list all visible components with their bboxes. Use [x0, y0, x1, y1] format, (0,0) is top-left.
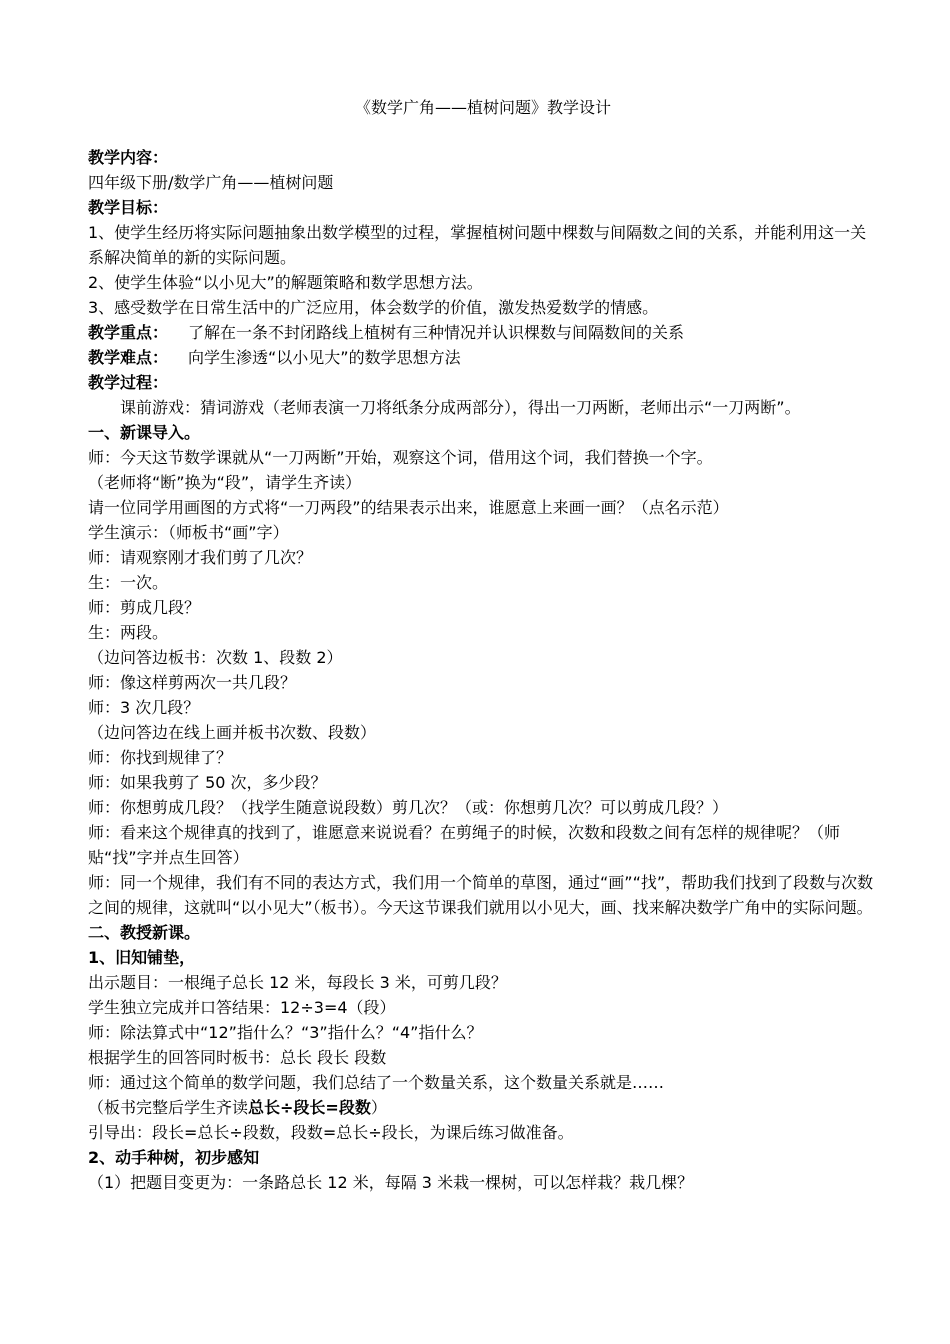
board-writing-line: [88, 1045, 878, 1070]
paragraph-line: 师：你想剪成几段？（找学生随意说段数）剪几次？（或：你想剪几次？可以剪成几段？）: [88, 798, 729, 817]
read-formula-suffix: ）: [370, 1098, 387, 1117]
derive-line: 引导出：段长=总长÷段数，段数=总长÷段长，为课后练习做准备。: [88, 1123, 574, 1142]
paragraph-line: 学生独立完成并口答结果：12÷3=4（段）: [88, 998, 396, 1017]
subsection-2-heading: 2、动手种树，初步感知: [88, 1148, 260, 1167]
teaching-key-text: 了解在一条不封闭路线上植树有三种情况并认识棵数与间隔数间的关系: [188, 323, 685, 342]
summary-paragraph: 师：同一个规律，我们有不同的表达方式，我们用一个简单的草图，通过“画”“找”，帮助我们找到了段数与次数之间的规律，这就叫“以小见大”（板书）。今天这节课我们就用以小见大，画、找来解决数学广角中的实际问题。: [88, 873, 874, 917]
teaching-difficulty-label: 教学难点：: [88, 348, 169, 367]
teaching-key-label: 教学重点：: [88, 323, 169, 342]
rule-paragraph: 师：看来这个规律真的找到了，谁愿意来说说看？在剪绳子的时候，次数和段数之间有怎样的规律呢？（师贴“找”字并点生回答）: [88, 823, 841, 867]
teaching-goals-label: 教学目标：: [88, 198, 169, 217]
relation-line: 师：通过这个简单的数学问题，我们总结了一个数量关系，这个数量关系就是……: [88, 1073, 665, 1092]
paragraph-line: （边问答边在线上画并板书次数、段数）: [88, 723, 377, 742]
paragraph-line: 师：请观察刚才我们剪了几次？: [88, 548, 313, 567]
paragraph-line: 师：除法算式中“12”指什么？“3”指什么？“4”指什么？: [88, 1023, 483, 1042]
paragraph-line: 师：你找到规律了？: [88, 748, 233, 767]
teaching-difficulty: [88, 345, 878, 370]
document-title: 《数学广角——植树问题》教学设计: [354, 98, 611, 117]
read-formula-prefix: （板书完整后学生齐读: [88, 1098, 249, 1117]
document-page: [88, 96, 878, 1195]
read-formula: 总长÷段长=段数: [248, 1098, 371, 1117]
paragraph-line: 学生演示：（师板书“画”字）: [88, 523, 289, 542]
teaching-process-label: 教学过程：: [88, 373, 169, 392]
paragraph-line: 出示题目：一根绳子总长 12 米，每段长 3 米，可剪几段？: [88, 973, 507, 992]
section-1-heading: 一、新课导入。: [88, 423, 201, 442]
paragraph-line: 请一位同学用画图的方式将“一刀两段”的结果表示出来，谁愿意上来画一画？（点名示范）: [88, 498, 729, 517]
board-writing-prefix: 根据学生的回答同时板书：总长: [88, 1048, 313, 1067]
teaching-goal-3: 3、感受数学在日常生活中的广泛应用，体会数学的价值，激发热爱数学的情感。: [88, 298, 659, 317]
teaching-goal-2: 2、使学生体验“以小见大”的解题策略和数学思想方法。: [88, 273, 483, 292]
paragraph-line: 师：剪成几段？: [88, 598, 201, 617]
board-writing-item: 段数: [354, 1048, 387, 1067]
paragraph-line: 师：3 次几段？: [88, 698, 200, 717]
teaching-content-label: 教学内容：: [88, 148, 169, 167]
paragraph-line: 师：今天这节数学课就从“一刀两断”开始，观察这个词，借用这个词，我们替换一个字。: [88, 448, 713, 467]
subsection-1-heading: 1、旧知铺垫，: [88, 948, 196, 967]
paragraph-line: （边问答边板书：次数 1、段数 2）: [88, 648, 343, 667]
teaching-key-point: [88, 320, 878, 345]
paragraph-line: 师：像这样剪两次一共几段？: [88, 673, 297, 692]
teaching-content-text: 四年级下册/数学广角——植树问题: [88, 173, 334, 192]
paragraph-line: 师：如果我剪了 50 次，多少段？: [88, 773, 327, 792]
paragraph-line: 生：两段。: [88, 623, 169, 642]
paragraph-line: 生：一次。: [88, 573, 169, 592]
read-formula-line: [88, 1095, 878, 1120]
task-1-line: （1）把题目变更为：一条路总长 12 米，每隔 3 米栽一棵树，可以怎样栽？栽几棵？: [88, 1173, 694, 1192]
teaching-goal-1: 1、使学生经历将实际问题抽象出数学模型的过程，掌握植树问题中棵数与间隔数之间的关系，并能利用这一关系解决简单的新的实际问题。: [88, 223, 867, 267]
teaching-difficulty-text: 向学生渗透“以小见大”的数学思想方法: [188, 348, 461, 367]
section-2-heading: 二、教授新课。: [88, 923, 201, 942]
paragraph-line: （老师将“断”换为“段”，请学生齐读）: [88, 473, 362, 492]
pre-class-game: 课前游戏：猜词游戏（老师表演一刀将纸条分成两部分），得出一刀两断，老师出示“一刀两断”。: [120, 398, 801, 417]
board-writing-item: 段长: [317, 1048, 350, 1067]
